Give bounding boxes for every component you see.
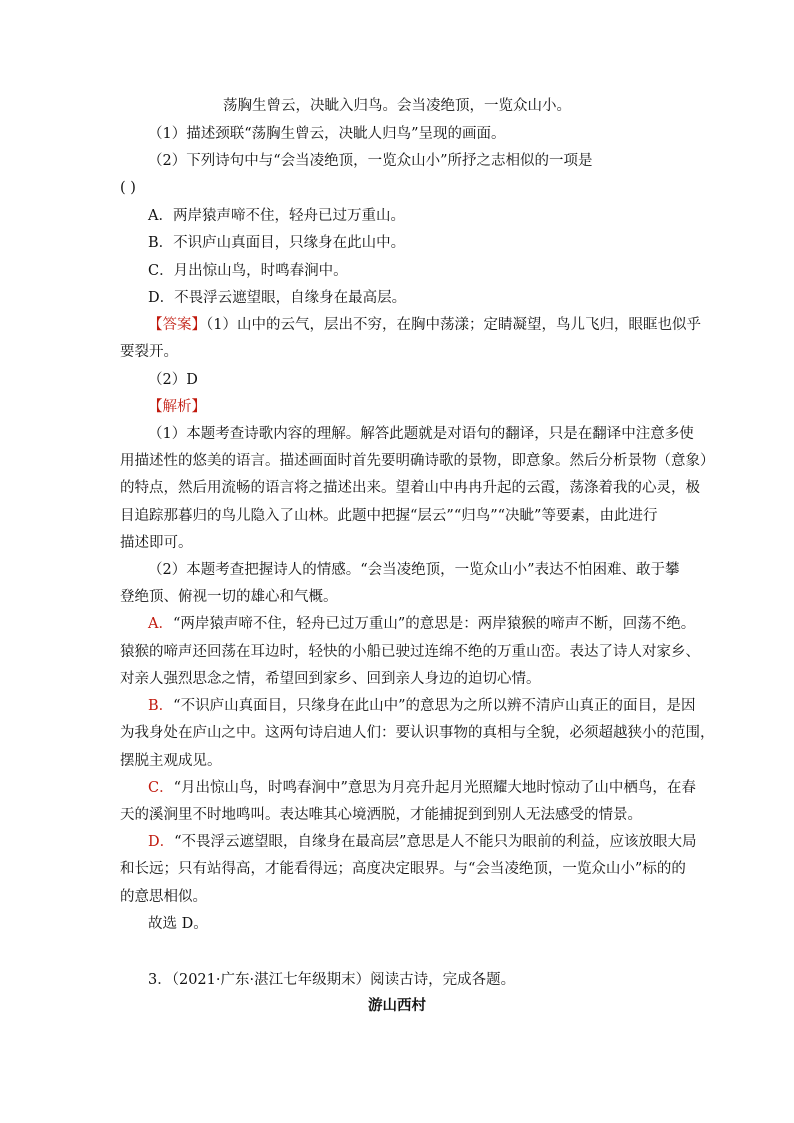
analysis-c-tag: C． — [148, 780, 174, 796]
analysis-d-line — [148, 832, 696, 852]
analysis-b-tag: B． — [148, 698, 174, 714]
analysis-a-line: 猿猴的啼声还回荡在耳边时，轻快的小船已驶过连绵不绝的万重山峦。表达了诗人对家乡、 — [120, 644, 700, 660]
answer-line-2: 要裂开。 — [120, 344, 178, 360]
answer-2: （2）D — [148, 372, 198, 388]
answer-1-text: （1）山中的云气，层出不穷，在胸中荡漾；定睛凝望，鸟儿飞归，眼眶也似乎 — [206, 317, 701, 333]
analysis-d-tag: D． — [148, 834, 175, 850]
option-d: D．不畏浮云遮望眼，自缘身在最高层。 — [148, 290, 407, 306]
analysis-1-line: （1）本题考查诗歌内容的理解。解答此题就是对语句的翻译，只是在翻译中注意多使 — [148, 426, 694, 442]
analysis-b-line — [148, 696, 695, 716]
analysis-b-line: 为我身处在庐山之中。这两句诗启迪人们：要认识事物的真相与全貌，必须超越狭小的范围， — [120, 725, 715, 741]
analysis-2-line: 登绝顶、俯视一切的雄心和气概。 — [120, 589, 338, 605]
option-a: A．两岸猿声啼不住，轻舟已过万重山。 — [148, 208, 405, 224]
analysis-1-line: 描述即可。 — [120, 535, 193, 551]
answer-line-1 — [148, 315, 701, 335]
question-2-blank: ( ) — [120, 180, 136, 196]
analysis-a-text: “两岸猿声啼不住，轻舟已过万重山”的意思是：两岸猿猴的啼声不断，回荡不绝。 — [172, 616, 696, 632]
question-2: （2）下列诗句中与“会当凌绝顶，一览众山小”所抒之志相似的一项是 — [148, 153, 593, 169]
analysis-label: 【解析】 — [148, 399, 206, 415]
analysis-1-line: 目追踪那暮归的鸟儿隐入了山林。此题中把握“层云”“归鸟”“决眦”等要素，由此进行 — [120, 508, 658, 524]
answer-label: 【答案】 — [148, 317, 206, 333]
analysis-b-line: 摆脱主观成见。 — [120, 753, 222, 769]
analysis-a-line: 对亲人强烈思念之情，希望回到家乡、回到亲人身边的迫切心情。 — [120, 671, 541, 687]
analysis-1-line: 用描述性的悠美的语言。描述画面时首先要明确诗歌的景物，即意象。然后分析景物（意象） — [120, 453, 715, 469]
question-1: （1）描述颈联“荡胸生曾云，决眦人归鸟”呈现的画面。 — [148, 126, 506, 142]
option-b: B．不识庐山真面目，只缘身在此山中。 — [148, 235, 406, 251]
analysis-a-line — [148, 614, 695, 634]
analysis-b-text: “不识庐山真面目，只缘身在此山中”的意思为之所以辨不清庐山真正的面目，是因 — [173, 698, 696, 714]
poem-title: 游山西村 — [368, 997, 426, 1014]
conclusion: 故选 D。 — [148, 916, 208, 932]
analysis-c-line — [148, 778, 696, 798]
analysis-d-line: 的意思相似。 — [120, 889, 207, 905]
analysis-c-line: 天的溪涧里不时地鸣叫。表达唯其心境洒脱，才能捕捉到到别人无法感受的情景。 — [120, 807, 642, 823]
question-3-intro: 3．（2021·广东·湛江七年级期末）阅读古诗，完成各题。 — [148, 972, 516, 988]
option-c: C．月出惊山鸟，时鸣春涧中。 — [148, 263, 348, 279]
analysis-d-text: “不畏浮云遮望眼，自缘身在最高层”意思是人不能只为眼前的利益，应该放眼大局 — [174, 834, 697, 850]
analysis-d-line: 和长远；只有站得高，才能看得远；高度决定眼界。与“会当凌绝顶，一览众山小”标的的 — [120, 861, 686, 877]
poem-line: 荡胸生曾云，决眦入归鸟。会当凌绝顶，一览众山小。 — [223, 98, 571, 114]
analysis-1-line: 的特点，然后用流畅的语言将之描述出来。望着山中冉冉升起的云霞，荡涤着我的心灵，极 — [120, 480, 700, 496]
analysis-2-line: （2）本题考查把握诗人的情感。“会当凌绝顶，一览众山小”表达不怕困难、敢于攀 — [148, 562, 680, 578]
analysis-a-tag: A． — [148, 616, 173, 632]
analysis-c-text: “月出惊山鸟，时鸣春涧中”意思为月亮升起月光照耀大地时惊动了山中栖鸟，在春 — [173, 780, 696, 796]
